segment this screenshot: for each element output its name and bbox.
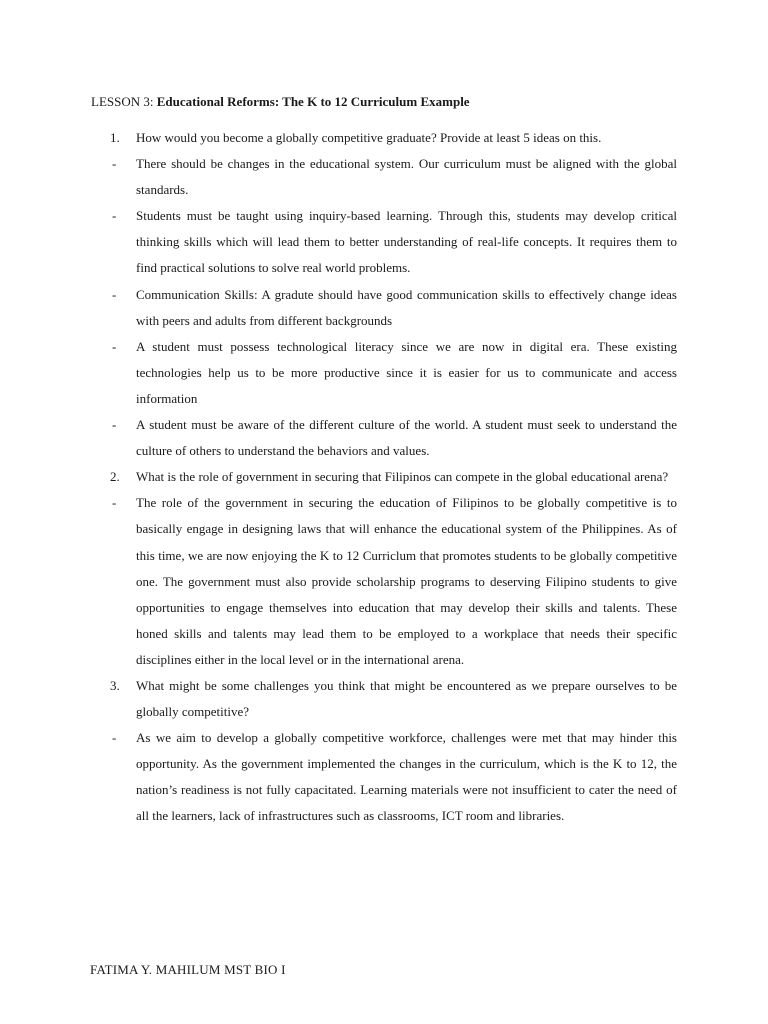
question-text: How would you become a globally competitive graduate? Provide at least 5 ideas on this.: [136, 130, 602, 145]
list-marker: -: [112, 286, 117, 302]
list-marker: -: [112, 417, 117, 433]
list-marker: -: [112, 208, 117, 224]
list-marker: 2.: [110, 469, 120, 485]
lesson-heading: Educational Reforms: The K to 12 Curriculum Example: [156, 94, 470, 109]
answer-item: [112, 334, 677, 412]
answer-item: [112, 151, 677, 203]
answer-item: [112, 412, 677, 464]
answer-text: Communication Skills: A gradute should have good communication skills to effectively change ideas with peers and adults from different backgrounds: [136, 286, 677, 328]
lesson-title: [91, 92, 470, 112]
question-3: [110, 673, 677, 725]
answer-text: As we aim to develop a globally competitive workforce, challenges were met that may hinder this opportunity. As the government implemented the changes in the curriculum, which is the K to 12, the nation’s readiness is not fully capacitated. Learning materials were not insufficient to cater the need of all the learners, lack of infrastructures such as classrooms, ICT room and libraries.: [136, 730, 677, 824]
answer-text: A student must be aware of the different culture of the world. A student must seek to understand the culture of others to understand the behaviors and values.: [136, 417, 677, 459]
answer-text: Students must be taught using inquiry-based learning. Through this, students may develop critical thinking skills which will lead them to better understanding of real-life concepts. It requires them to find practical solutions to solve real world problems.: [136, 208, 677, 276]
question-list: [0, 125, 768, 830]
author-footer: FATIMA Y. MAHILUM MST BIO I: [90, 962, 286, 977]
lesson-label: LESSON 3:: [91, 94, 157, 109]
list-marker: 1.: [110, 130, 120, 145]
question-2: [110, 464, 677, 490]
list-marker: 3.: [110, 677, 120, 693]
list-marker: -: [112, 338, 117, 354]
list-marker: -: [112, 495, 117, 511]
answer-item: [112, 282, 677, 334]
list-marker: -: [112, 156, 117, 172]
answer-item: [112, 203, 677, 281]
answer-item: [112, 490, 677, 673]
question-1: [110, 125, 677, 151]
answer-text: There should be changes in the educational system. Our curriculum must be aligned with the global standards.: [136, 156, 677, 198]
question-text: What is the role of government in securing that Filipinos can compete in the global educational arena?: [136, 469, 669, 485]
question-text: What might be some challenges you think that might be encountered as we prepare ourselves to be globally competitive?: [136, 677, 677, 720]
answer-text: A student must possess technological literacy since we are now in digital era. These existing technologies help us to be more productive since it is easier for us to communicate and access information: [136, 338, 677, 406]
answer-item: [112, 725, 677, 829]
answer-text: The role of the government in securing the education of Filipinos to be globally competitive is to basically engage in designing laws that will enhance the educational system of the Philippines. As of this time, we are now enjoying the K to 12 Curriclum that promotes students to be globally competitive one. The government must also provide scholarship programs to deserving Filipino students to give opportunities to engage themselves into education that may develop their skills and talents. These honed skills and talents may lead them to be employed to a workplace that needs their specific disciplines either in the local level or in the international arena.: [136, 495, 677, 667]
list-marker: -: [112, 730, 117, 746]
